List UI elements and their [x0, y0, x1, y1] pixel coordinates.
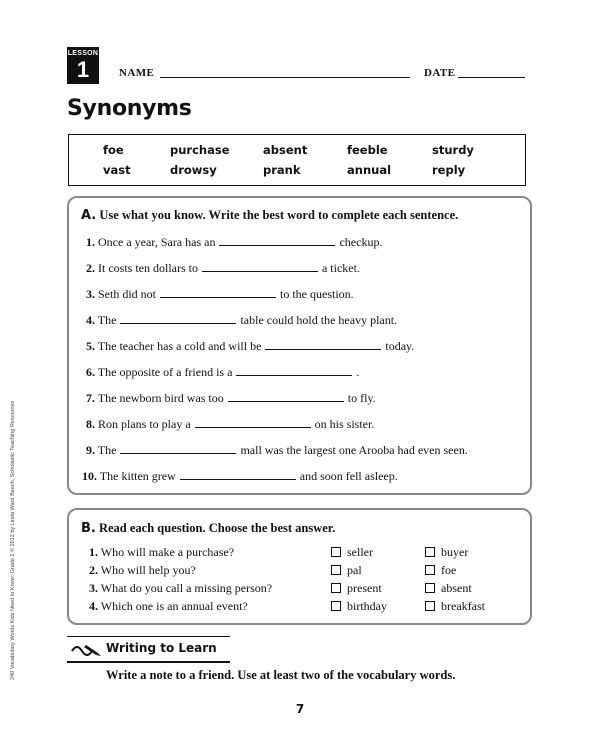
sentence-item: 2. It costs ten dollars to a ticket. — [86, 261, 360, 275]
answer-blank[interactable] — [202, 270, 318, 272]
word-bank-item: absent — [263, 143, 308, 157]
sentence-item: 7. The newborn bird was too to fly. — [86, 391, 376, 405]
checkbox[interactable] — [425, 547, 435, 557]
answer-blank[interactable] — [180, 478, 296, 480]
lesson-number: 1 — [76, 57, 90, 82]
word-bank-item: foe — [103, 143, 124, 157]
name-line — [160, 77, 410, 78]
sentence-item: 1. Once a year, Sara has an checkup. — [86, 235, 383, 249]
writing-top-rule — [67, 636, 230, 637]
writing-underline — [67, 661, 230, 663]
question-item: 4. Which one is an annual event? — [89, 599, 248, 613]
question-item: 2. Who will help you? — [89, 563, 196, 577]
answer-blank[interactable] — [219, 244, 335, 246]
pencil-wave-icon — [70, 641, 102, 657]
word-bank-item: feeble — [347, 143, 388, 157]
page-number: 7 — [295, 702, 305, 716]
page-title: Synonyms — [67, 96, 192, 121]
section-a — [67, 196, 532, 495]
copyright-side-text: 240 Vocabulary Words Kids Need to Know: Grade 2 © 2012 by Linda Ward Beech, Scholastic Teaching Resources — [10, 400, 16, 680]
answer-option[interactable]: absent — [425, 581, 472, 596]
section-b-heading — [81, 521, 335, 536]
section-a-heading — [81, 208, 458, 223]
word-bank-item: reply — [432, 163, 466, 177]
word-bank-item: purchase — [170, 143, 230, 157]
checkbox[interactable] — [331, 583, 341, 593]
date-label: DATE — [424, 67, 456, 79]
answer-blank[interactable] — [265, 348, 381, 350]
sentence-item: 8. Ron plans to play a on his sister. — [86, 417, 375, 431]
word-bank-item: drowsy — [170, 163, 217, 177]
section-b-instruction: Read each question. Choose the best answer. — [98, 521, 336, 535]
date-line — [458, 77, 525, 78]
word-bank — [68, 134, 526, 186]
sentence-item: 9. The mall was the largest one Arooba had even seen. — [86, 443, 468, 457]
answer-option[interactable]: foe — [425, 563, 456, 578]
answer-blank[interactable] — [236, 374, 352, 376]
answer-blank[interactable] — [228, 400, 344, 402]
lesson-badge — [67, 47, 99, 84]
writing-heading: Writing to Learn — [106, 641, 217, 655]
question-item: 1. Who will make a purchase? — [89, 545, 235, 559]
answer-option[interactable]: seller — [331, 545, 373, 560]
checkbox[interactable] — [425, 601, 435, 611]
sentence-item: 5. The teacher has a cold and will be today. — [86, 339, 415, 353]
section-b — [67, 508, 532, 625]
section-b-letter: B. — [81, 521, 96, 536]
writing-prompt: Write a note to a friend. Use at least two of the vocabulary words. — [106, 668, 456, 682]
checkbox[interactable] — [331, 601, 341, 611]
checkbox[interactable] — [331, 565, 341, 575]
checkbox[interactable] — [425, 565, 435, 575]
word-bank-item: sturdy — [432, 143, 474, 157]
answer-blank[interactable] — [195, 426, 311, 428]
answer-option[interactable]: buyer — [425, 545, 468, 560]
section-a-letter: A. — [81, 208, 97, 223]
name-label: NAME — [119, 67, 155, 79]
sentence-item: 4. The table could hold the heavy plant. — [86, 313, 398, 327]
sentence-item: 3. Seth did not to the question. — [86, 287, 354, 301]
answer-option[interactable]: present — [331, 581, 382, 596]
answer-option[interactable]: breakfast — [425, 599, 485, 614]
lesson-label: LESSON — [67, 50, 99, 57]
sentence-item: 6. The opposite of a friend is a . — [86, 365, 360, 379]
answer-option[interactable]: birthday — [331, 599, 387, 614]
answer-option[interactable]: pal — [331, 563, 362, 578]
checkbox[interactable] — [425, 583, 435, 593]
word-bank-item: prank — [263, 163, 301, 177]
word-bank-item: vast — [103, 163, 131, 177]
answer-blank[interactable] — [160, 296, 276, 298]
answer-blank[interactable] — [120, 322, 236, 324]
question-item: 3. What do you call a missing person? — [89, 581, 273, 595]
checkbox[interactable] — [331, 547, 341, 557]
sentence-item: 10. The kitten grew and soon fell asleep. — [82, 469, 398, 483]
word-bank-item: annual — [347, 163, 392, 177]
answer-blank[interactable] — [120, 452, 236, 454]
section-a-instruction: Use what you know. Write the best word to complete each sentence. — [99, 208, 459, 222]
